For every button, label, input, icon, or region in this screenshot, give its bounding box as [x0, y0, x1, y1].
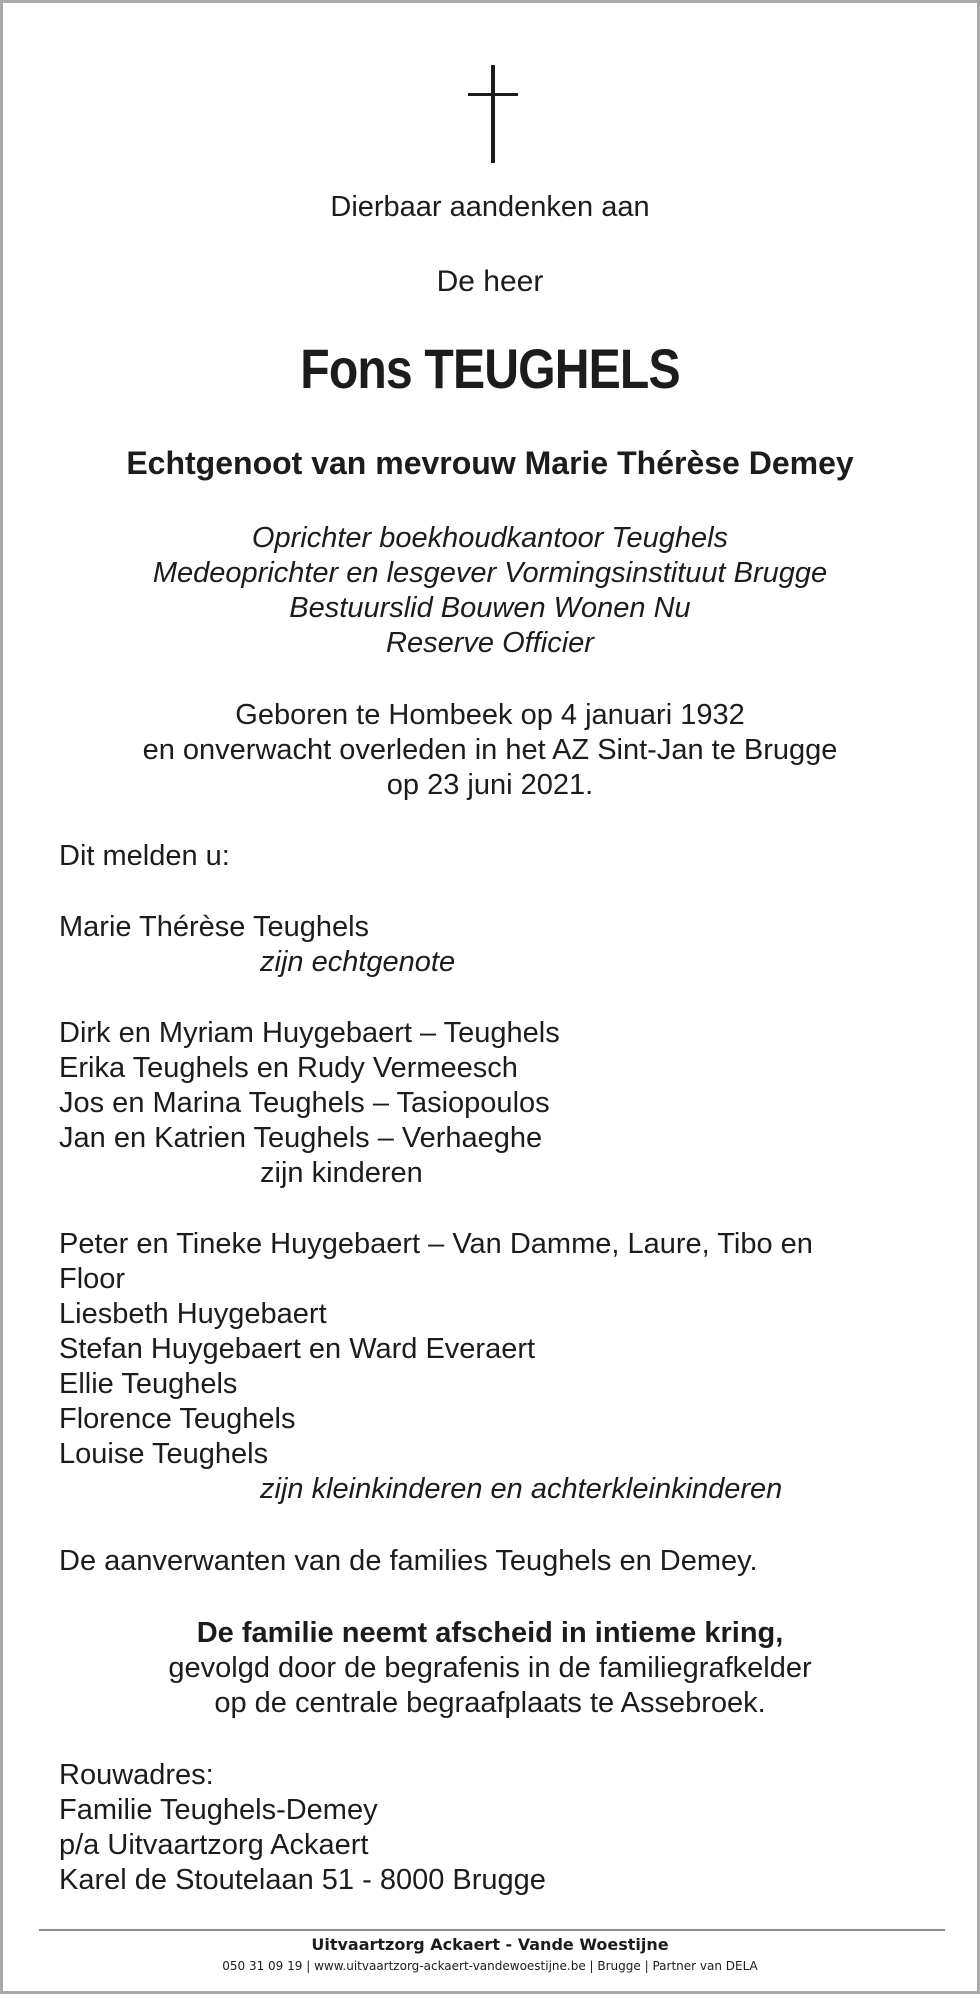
- role-line: Medeoprichter en lesgever Vormingsinstituut Brugge: [152, 557, 828, 589]
- footer-divider: [39, 1929, 945, 1931]
- address-line: Karel de Stoutelaan 51 - 8000 Brugge: [59, 1864, 546, 1896]
- salutation: De heer: [436, 265, 544, 298]
- spouse-line: Echtgenoot van mevrouw Marie Thérèse Demey: [126, 445, 854, 481]
- farewell-line: gevolgd door de begrafenis in de familiegrafkelder: [168, 1652, 812, 1684]
- relatives-text: De aanverwanten van de families Teughels en Demey.: [59, 1545, 758, 1577]
- child-line: Erika Teughels en Rudy Vermeesch: [59, 1052, 518, 1084]
- announce-text: Dit melden u:: [59, 840, 230, 872]
- deceased-name: Fons TEUGHELS: [300, 337, 680, 400]
- footer-company: Uitvaartzorg Ackaert - Vande Woestijne: [311, 1935, 669, 1954]
- grandchild-line: Peter en Tineke Huygebaert – Van Damme, Laure, Tibo en: [59, 1228, 813, 1260]
- birth-death-line: en onverwacht overleden in het AZ Sint-Jan te Brugge: [142, 734, 838, 766]
- farewell-line: op de centrale begraafplaats te Assebroek.: [214, 1687, 766, 1719]
- spouse-role: zijn echtgenote: [260, 946, 456, 978]
- child-line: Jos en Marina Teughels – Tasiopoulos: [59, 1087, 550, 1119]
- child-line: Dirk en Myriam Huygebaert – Teughels: [59, 1017, 560, 1049]
- address-line: p/a Uitvaartzorg Ackaert: [59, 1829, 369, 1861]
- address-line: Familie Teughels-Demey: [59, 1794, 378, 1826]
- intro-text: Dierbaar aandenken aan: [330, 191, 650, 223]
- role-line: Reserve Officier: [386, 627, 594, 659]
- grandchild-line: Floor: [59, 1263, 126, 1295]
- role-line: Oprichter boekhoudkantoor Teughels: [251, 522, 729, 554]
- grandchild-line: Stefan Huygebaert en Ward Everaert: [59, 1333, 536, 1365]
- spouse-name: Marie Thérèse Teughels: [59, 911, 370, 943]
- cross-icon: [468, 65, 518, 163]
- grandchild-line: Louise Teughels: [59, 1438, 269, 1470]
- role-line: Bestuurslid Bouwen Wonen Nu: [289, 592, 691, 624]
- child-line: Jan en Katrien Teughels – Verhaeghe: [59, 1122, 543, 1154]
- address-label: Rouwadres:: [59, 1759, 214, 1791]
- farewell-heading: De familie neemt afscheid in intieme kring,: [196, 1617, 784, 1649]
- birth-death-line: Geboren te Hombeek op 4 januari 1932: [235, 699, 745, 731]
- birth-death-line: op 23 juni 2021.: [386, 769, 594, 801]
- grandchildren-role: zijn kleinkinderen en achterkleinkinderen: [260, 1473, 783, 1505]
- grandchild-line: Ellie Teughels: [59, 1368, 238, 1400]
- grandchild-line: Florence Teughels: [59, 1403, 296, 1435]
- children-role: zijn kinderen: [260, 1157, 423, 1189]
- grandchild-line: Liesbeth Huygebaert: [59, 1298, 327, 1330]
- footer-details: 050 31 09 19 | www.uitvaartzorg-ackaert-vandewoestijne.be | Brugge | Partner van DELA: [222, 1959, 758, 1973]
